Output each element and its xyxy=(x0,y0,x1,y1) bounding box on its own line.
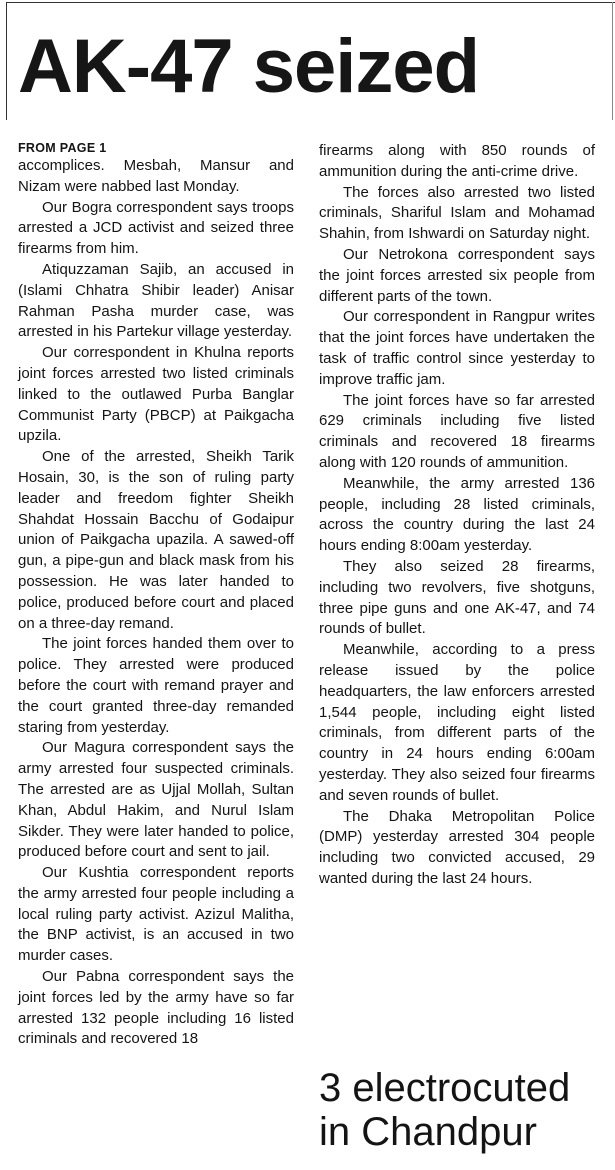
article-paragraph: Our Pabna correspondent says the joint forces led by the army have so far arrested 132 people including 16 listed criminals and recovered 18 xyxy=(18,968,294,1048)
top-border-rule xyxy=(6,2,615,3)
article-paragraph: The Dhaka Metropolitan Police (DMP) yesterday arrested 304 people including two convicted accused, 29 wanted during the last 24 hours. xyxy=(319,807,595,887)
article-column-left xyxy=(18,140,294,1050)
article-paragraph: firearms along with 850 rounds of ammunition during the anti-crime drive. xyxy=(319,142,595,180)
article-paragraph: accomplices. Mesbah, Mansur and Nizam were nabbed last Monday. xyxy=(18,157,294,195)
left-border-rule xyxy=(6,2,7,120)
article-paragraph: Atiquzzaman Sajib, an accused in (Islami Chhatra Shibir leader) Anisar Rahman Pasha murder case, was arrested in his Partekur village yesterday. xyxy=(18,260,294,341)
article-column-right xyxy=(319,141,595,890)
next-article-headline xyxy=(319,1066,609,1154)
continued-from-kicker: FROM PAGE 1 xyxy=(18,141,107,155)
article-paragraph: Our Bogra correspondent says troops arrested a JCD activist and seized three firearms from him. xyxy=(18,198,294,258)
next-article-headline-line1: 3 electrocuted xyxy=(319,1066,571,1110)
next-article-headline-line2: in Chandpur xyxy=(319,1110,537,1154)
article-paragraph: The joint forces have so far arrested 629 criminals including five listed criminals and recovered 18 firearms along with 120 rounds of ammunition. xyxy=(319,391,595,471)
article-paragraph: One of the arrested, Sheikh Tarik Hosain, 30, is the son of ruling party leader and freedom fighter Sheikh Shahdat Hossain Bacchu of Godaipur union of Paikgacha upazila. A sawed-off gun, a pipe-gun and black mask from his possession. He was later handed to police, produced before court and placed on a three-day remand. xyxy=(18,448,294,632)
article-paragraph: They also seized 28 firearms, including two revolvers, five shotguns, three pipe guns and one AK-47, and 74 rounds of bullet. xyxy=(319,557,595,638)
article-paragraph: Our correspondent in Rangpur writes that the joint forces have undertaken the task of traffic control since yesterday to improve traffic jam. xyxy=(319,308,595,388)
article-paragraph: Our correspondent in Khulna reports joint forces arrested two listed criminals linked to the outlawed Purba Banglar Communist Party (PBCP) at Paikgacha upzila. xyxy=(18,344,294,445)
article-paragraph: Our Kushtia correspondent reports the army arrested four people including a local ruling party activist. Azizul Malitha, the BNP activist, is an accused in two murder cases. xyxy=(18,864,294,965)
article-paragraph: Our Magura correspondent says the army arrested four suspected criminals. The arrested are as Ujjal Mollah, Sultan Khan, Abdul Hakim, and Nurul Islam Sikder. They were later handed to police, produced before court and sent to jail. xyxy=(18,739,294,861)
article-paragraph: Our Netrokona correspondent says the joint forces arrested six people from different parts of the town. xyxy=(319,245,595,305)
right-border-rule xyxy=(612,2,613,120)
article-paragraph: The joint forces handed them over to police. They arrested were produced before the court with remand prayer and the court granted three-day remanded staring from yesterday. xyxy=(18,635,294,736)
article-headline: AK-47 seized xyxy=(18,24,480,109)
article-paragraph: Meanwhile, the army arrested 136 people, including 28 listed criminals, across the country during the last 24 hours ending 8:00am yesterday. xyxy=(319,474,595,555)
article-paragraph: The forces also arrested two listed criminals, Shariful Islam and Mohamad Shahin, from Ishwardi on Saturday night. xyxy=(319,183,595,243)
article-paragraph: Meanwhile, according to a press release issued by the police headquarters, the law enforcers arrested 1,544 people, including eight listed criminals, from different parts of the country in 24 hours ending 6:00am yesterday. They also seized four firearms and seven rounds of bullet. xyxy=(319,641,595,804)
